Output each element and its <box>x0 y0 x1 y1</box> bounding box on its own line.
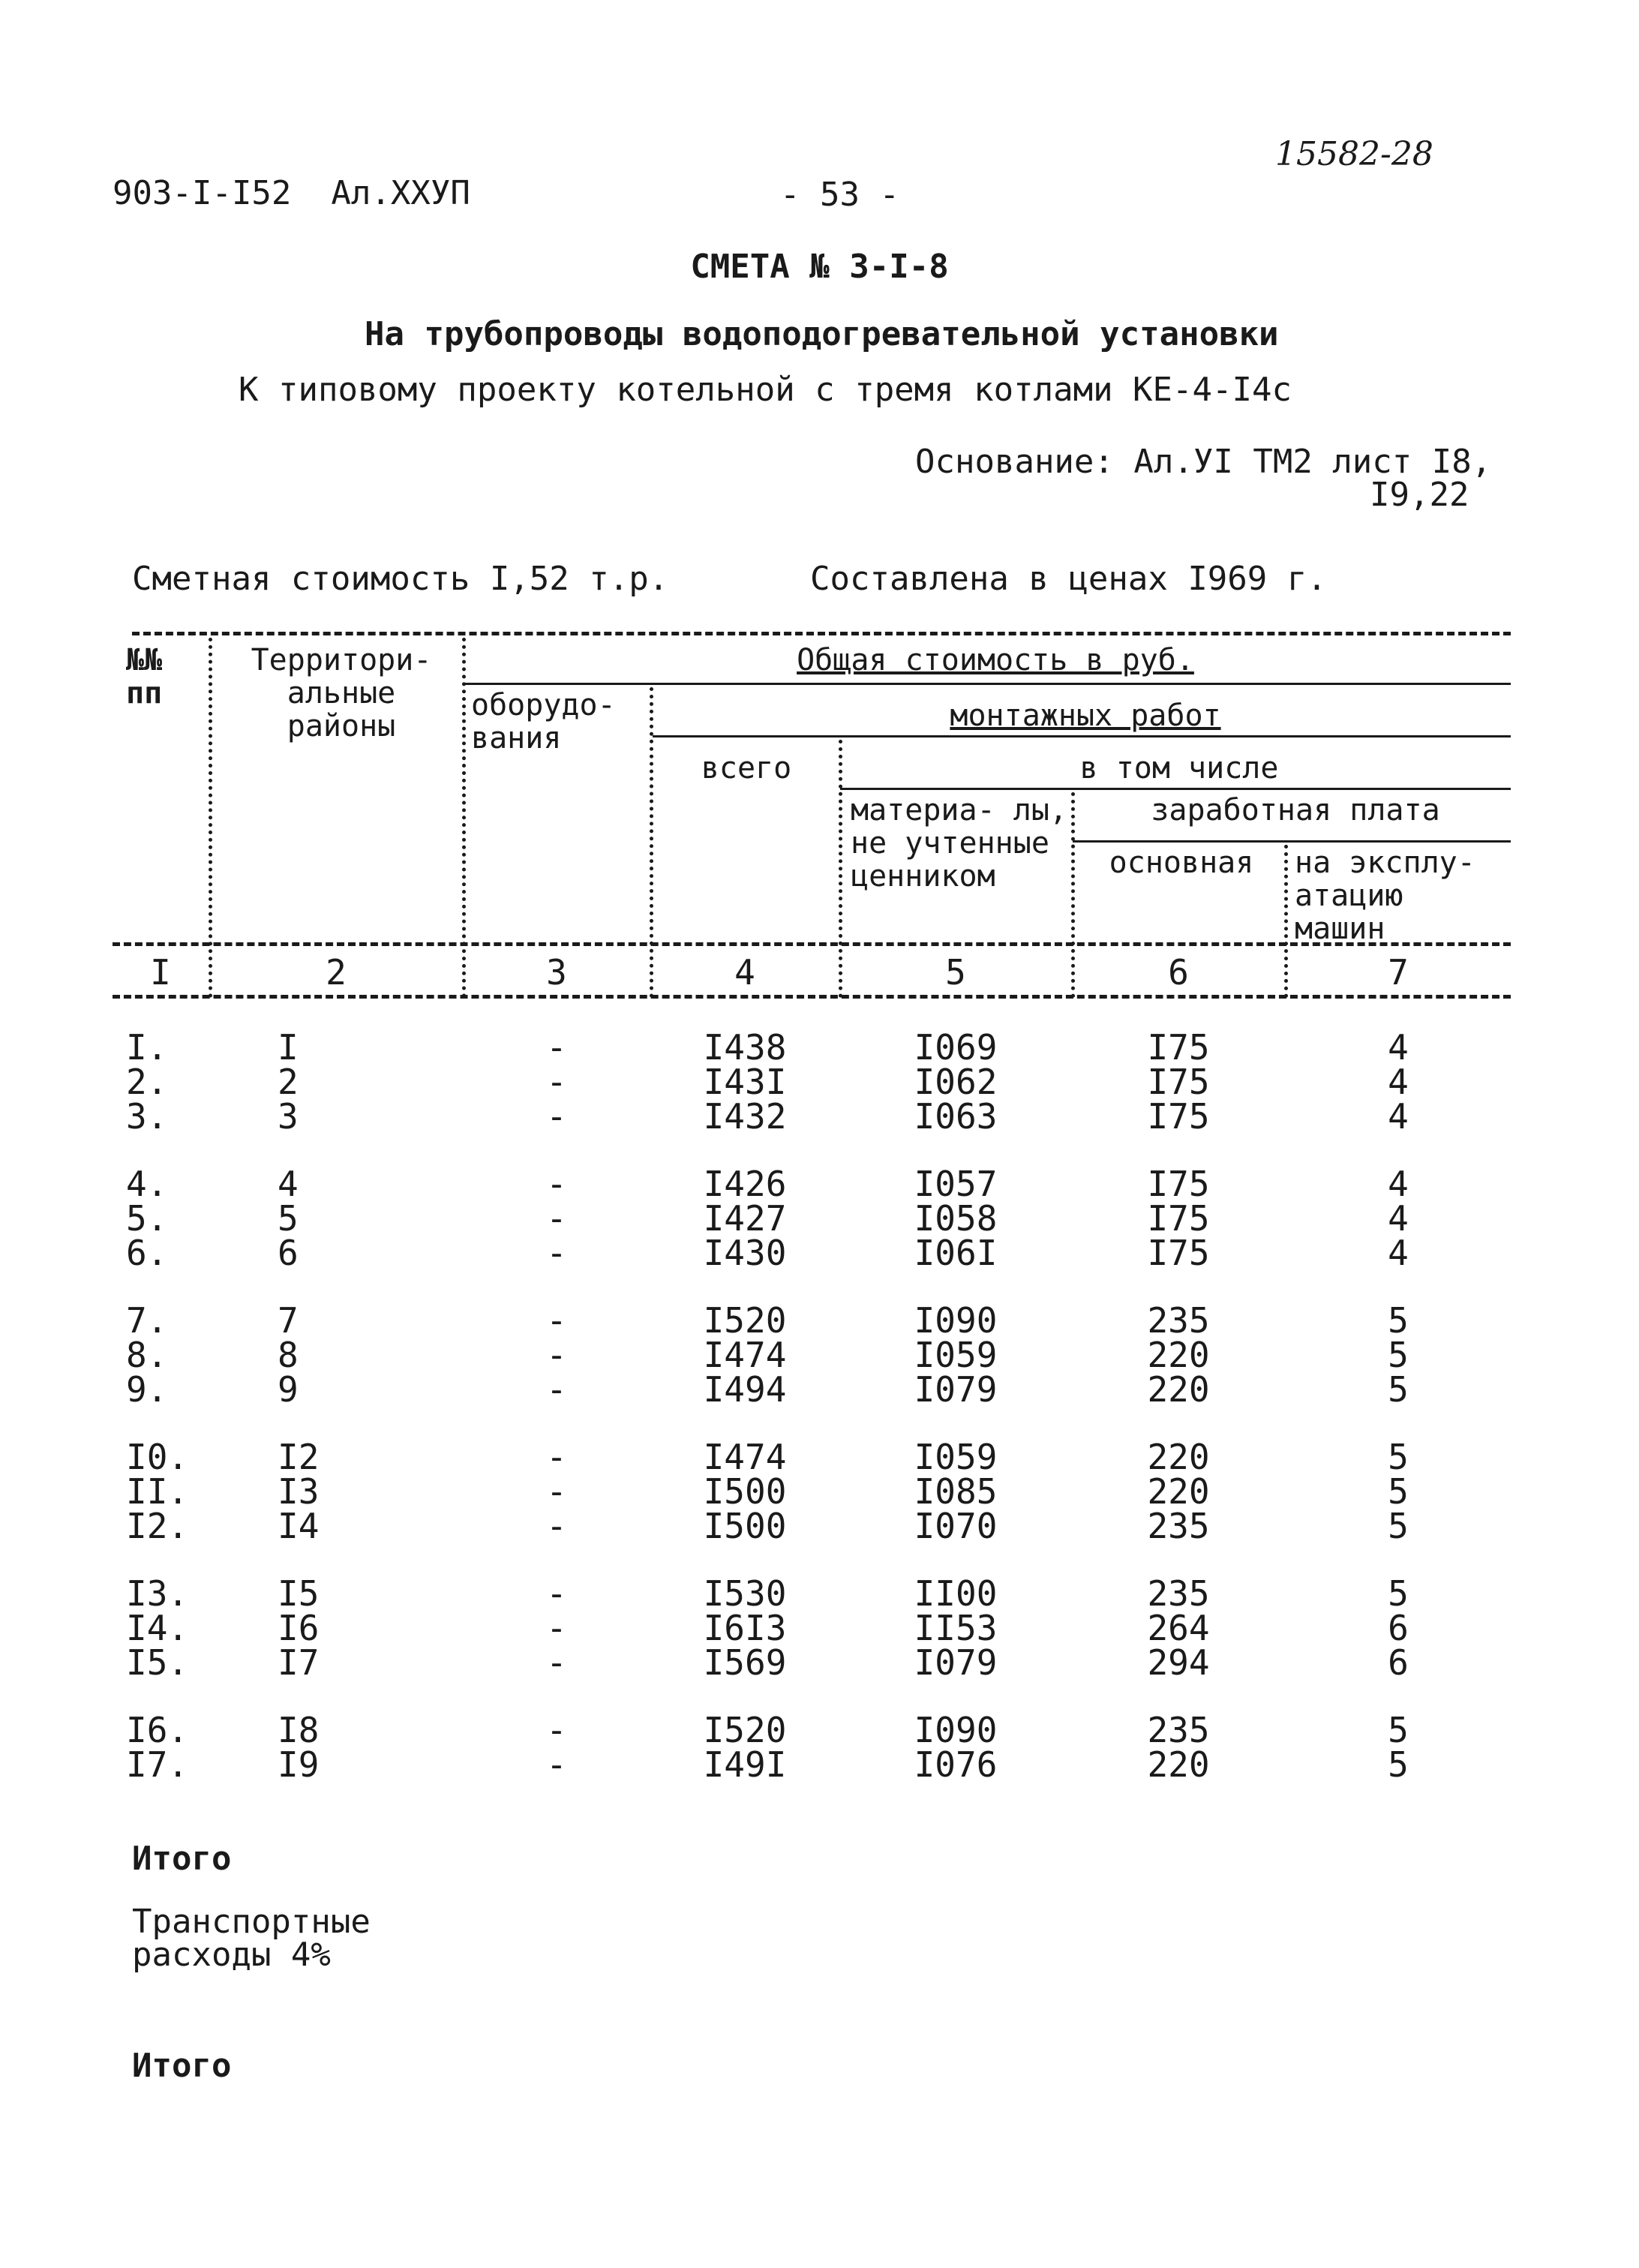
wage-machines-cell: 5 <box>1388 1710 1409 1750</box>
wage-machines-cell: 4 <box>1388 1096 1409 1137</box>
materials-cell: I069 <box>914 1027 998 1068</box>
materials-cell: II00 <box>914 1573 998 1614</box>
col-number-7: 7 <box>1388 952 1409 993</box>
region-cell: I6 <box>278 1608 320 1648</box>
equipment-cell: - <box>546 1300 567 1341</box>
price-basis: Составлена в ценах I969 г. <box>810 560 1327 598</box>
header-materials: материа- лы, не учтенные ценником <box>851 793 1067 894</box>
region-cell: I8 <box>278 1710 320 1750</box>
wage-machines-cell: 5 <box>1388 1744 1409 1785</box>
materials-cell: I079 <box>914 1642 998 1683</box>
row-number: I. <box>126 1027 168 1068</box>
wages-rule <box>1073 840 1511 843</box>
materials-cell: I059 <box>914 1437 998 1477</box>
col-numbers-rule <box>113 995 1511 999</box>
row-number: 8. <box>126 1335 168 1375</box>
wage-machines-cell: 5 <box>1388 1573 1409 1614</box>
transport-costs: Транспортные расходы 4% <box>132 1903 371 1974</box>
wage-machines-cell: 6 <box>1388 1642 1409 1683</box>
materials-cell: I085 <box>914 1471 998 1512</box>
col-number-3: 3 <box>546 952 567 993</box>
equipment-cell: - <box>546 1369 567 1410</box>
total-cell: I520 <box>703 1710 787 1750</box>
header-region: Территори- альные районы <box>251 643 432 743</box>
equipment-cell: - <box>546 1608 567 1648</box>
total-cell: I438 <box>703 1027 787 1068</box>
region-cell: 3 <box>278 1096 299 1137</box>
row-number: 9. <box>126 1369 168 1410</box>
wage-basic-cell: 235 <box>1147 1300 1210 1341</box>
wage-basic-cell: 220 <box>1147 1744 1210 1785</box>
row-number: II. <box>126 1471 189 1512</box>
equipment-cell: - <box>546 1744 567 1785</box>
wage-basic-cell: I75 <box>1147 1096 1210 1137</box>
header-wages: заработная плата <box>1151 793 1440 828</box>
total-cell: I530 <box>703 1573 787 1614</box>
col-number-6: 6 <box>1168 952 1189 993</box>
region-cell: 6 <box>278 1233 299 1273</box>
equipment-cell: - <box>546 1710 567 1750</box>
region-cell: 9 <box>278 1369 299 1410</box>
wage-basic-cell: 235 <box>1147 1506 1210 1546</box>
wage-machines-cell: 5 <box>1388 1335 1409 1375</box>
materials-cell: I058 <box>914 1198 998 1239</box>
materials-cell: I06I <box>914 1233 998 1273</box>
estimated-cost: Сметная стоимость I,52 т.р. <box>132 560 669 598</box>
wage-machines-cell: 4 <box>1388 1164 1409 1204</box>
wage-machines-cell: 4 <box>1388 1233 1409 1273</box>
header-including: в том числе <box>1079 751 1279 786</box>
wage-basic-cell: 220 <box>1147 1335 1210 1375</box>
header-installation: монтажных работ <box>950 698 1221 733</box>
total-cell: I500 <box>703 1506 787 1546</box>
document-code: 903-I-I52 Ал.XXУП <box>113 174 470 212</box>
total-cell: I430 <box>703 1233 787 1273</box>
region-cell: 2 <box>278 1062 299 1102</box>
region-cell: I5 <box>278 1573 320 1614</box>
row-number: 6. <box>126 1233 168 1273</box>
equipment-cell: - <box>546 1198 567 1239</box>
wage-basic-cell: 235 <box>1147 1573 1210 1614</box>
total-cell: I49I <box>703 1744 787 1785</box>
basis-line-2: I9,22 <box>1370 476 1469 514</box>
wage-machines-cell: 4 <box>1388 1027 1409 1068</box>
wage-basic-cell: I75 <box>1147 1164 1210 1204</box>
equipment-cell: - <box>546 1027 567 1068</box>
wage-basic-cell: 235 <box>1147 1710 1210 1750</box>
region-cell: I2 <box>278 1437 320 1477</box>
wage-basic-cell: 220 <box>1147 1471 1210 1512</box>
col-separator-3 <box>650 687 653 998</box>
equipment-cell: - <box>546 1062 567 1102</box>
header-total-cost: Общая стоимость в руб. <box>797 643 1194 677</box>
total-cell: I500 <box>703 1471 787 1512</box>
region-cell: 8 <box>278 1335 299 1375</box>
col-number-4: 4 <box>734 952 755 993</box>
wage-machines-cell: 5 <box>1388 1437 1409 1477</box>
materials-cell: I063 <box>914 1096 998 1137</box>
handwritten-number: 15582-28 <box>1275 135 1433 173</box>
header-wage-basic: основная <box>1109 846 1254 880</box>
region-cell: I <box>278 1027 299 1068</box>
equipment-cell: - <box>546 1471 567 1512</box>
materials-cell: I090 <box>914 1300 998 1341</box>
table-top-rule <box>132 632 1511 635</box>
col-number-1: I <box>150 952 171 993</box>
wage-machines-cell: 4 <box>1388 1062 1409 1102</box>
region-cell: I7 <box>278 1642 320 1683</box>
equipment-cell: - <box>546 1573 567 1614</box>
estimate-title: СМЕТА № 3-I-8 <box>690 248 949 286</box>
total-cell: I426 <box>703 1164 787 1204</box>
materials-cell: I076 <box>914 1744 998 1785</box>
row-number: I7. <box>126 1744 189 1785</box>
row-number: 5. <box>126 1198 168 1239</box>
row-number: I2. <box>126 1506 189 1546</box>
row-number: 2. <box>126 1062 168 1102</box>
total-cell: I494 <box>703 1369 787 1410</box>
total-cell: I43I <box>703 1062 787 1102</box>
region-cell: I3 <box>278 1471 320 1512</box>
col-number-2: 2 <box>326 952 347 993</box>
region-cell: I4 <box>278 1506 320 1546</box>
equipment-cell: - <box>546 1164 567 1204</box>
wage-machines-cell: 4 <box>1388 1198 1409 1239</box>
region-cell: 5 <box>278 1198 299 1239</box>
subtotal-2: Итого <box>132 2047 232 2085</box>
row-number: 7. <box>126 1300 168 1341</box>
equipment-cell: - <box>546 1437 567 1477</box>
subtotal-1: Итого <box>132 1840 232 1878</box>
materials-cell: I059 <box>914 1335 998 1375</box>
header-all: всего <box>701 751 792 786</box>
album-label: Ал.XXУП <box>331 174 470 212</box>
header-equipment: оборудо- вания <box>471 688 616 755</box>
wage-basic-cell: 264 <box>1147 1608 1210 1648</box>
wage-basic-cell: I75 <box>1147 1233 1210 1273</box>
total-cell: I6I3 <box>703 1608 787 1648</box>
wage-machines-cell: 5 <box>1388 1471 1409 1512</box>
total-cell: I520 <box>703 1300 787 1341</box>
total-cell: I427 <box>703 1198 787 1239</box>
row-number: I6. <box>126 1710 189 1750</box>
equipment-cell: - <box>546 1642 567 1683</box>
page-number: - 53 - <box>780 176 899 214</box>
materials-cell: I057 <box>914 1164 998 1204</box>
header-num: №№ пп <box>126 643 163 710</box>
including-rule <box>840 788 1511 790</box>
total-cell: I474 <box>703 1437 787 1477</box>
materials-cell: I070 <box>914 1506 998 1546</box>
row-number: I0. <box>126 1437 189 1477</box>
wage-basic-cell: I75 <box>1147 1198 1210 1239</box>
total-cell: I474 <box>703 1335 787 1375</box>
basis-line-1: Основание: Ал.УI ТМ2 лист I8, <box>915 443 1492 481</box>
equipment-cell: - <box>546 1096 567 1137</box>
col-separator-2 <box>462 638 466 998</box>
wage-machines-cell: 5 <box>1388 1506 1409 1546</box>
title-line-2: К типовому проекту котельной с тремя котлами КЕ-4-I4с <box>239 371 1292 409</box>
region-cell: 4 <box>278 1164 299 1204</box>
col-number-5: 5 <box>945 952 966 993</box>
installation-rule <box>653 735 1511 737</box>
region-cell: 7 <box>278 1300 299 1341</box>
total-cost-rule <box>465 683 1511 685</box>
materials-cell: I062 <box>914 1062 998 1102</box>
wage-basic-cell: I75 <box>1147 1062 1210 1102</box>
row-number: I3. <box>126 1573 189 1614</box>
wage-machines-cell: 6 <box>1388 1608 1409 1648</box>
title-line-1: На трубопроводы водоподогревательной установки <box>365 315 1279 353</box>
materials-cell: I090 <box>914 1710 998 1750</box>
wage-basic-cell: I75 <box>1147 1027 1210 1068</box>
header-wage-machines: на эксплу- атацию машин <box>1295 846 1475 946</box>
equipment-cell: - <box>546 1233 567 1273</box>
wage-machines-cell: 5 <box>1388 1369 1409 1410</box>
row-number: 4. <box>126 1164 168 1204</box>
wage-basic-cell: 220 <box>1147 1369 1210 1410</box>
row-number: I5. <box>126 1642 189 1683</box>
col-separator-1 <box>209 638 212 998</box>
region-cell: I9 <box>278 1744 320 1785</box>
total-cell: I569 <box>703 1642 787 1683</box>
total-cell: I432 <box>703 1096 787 1137</box>
row-number: 3. <box>126 1096 168 1137</box>
materials-cell: I079 <box>914 1369 998 1410</box>
equipment-cell: - <box>546 1335 567 1375</box>
wage-basic-cell: 220 <box>1147 1437 1210 1477</box>
wage-basic-cell: 294 <box>1147 1642 1210 1683</box>
equipment-cell: - <box>546 1506 567 1546</box>
wage-machines-cell: 5 <box>1388 1300 1409 1341</box>
row-number: I4. <box>126 1608 189 1648</box>
materials-cell: II53 <box>914 1608 998 1648</box>
